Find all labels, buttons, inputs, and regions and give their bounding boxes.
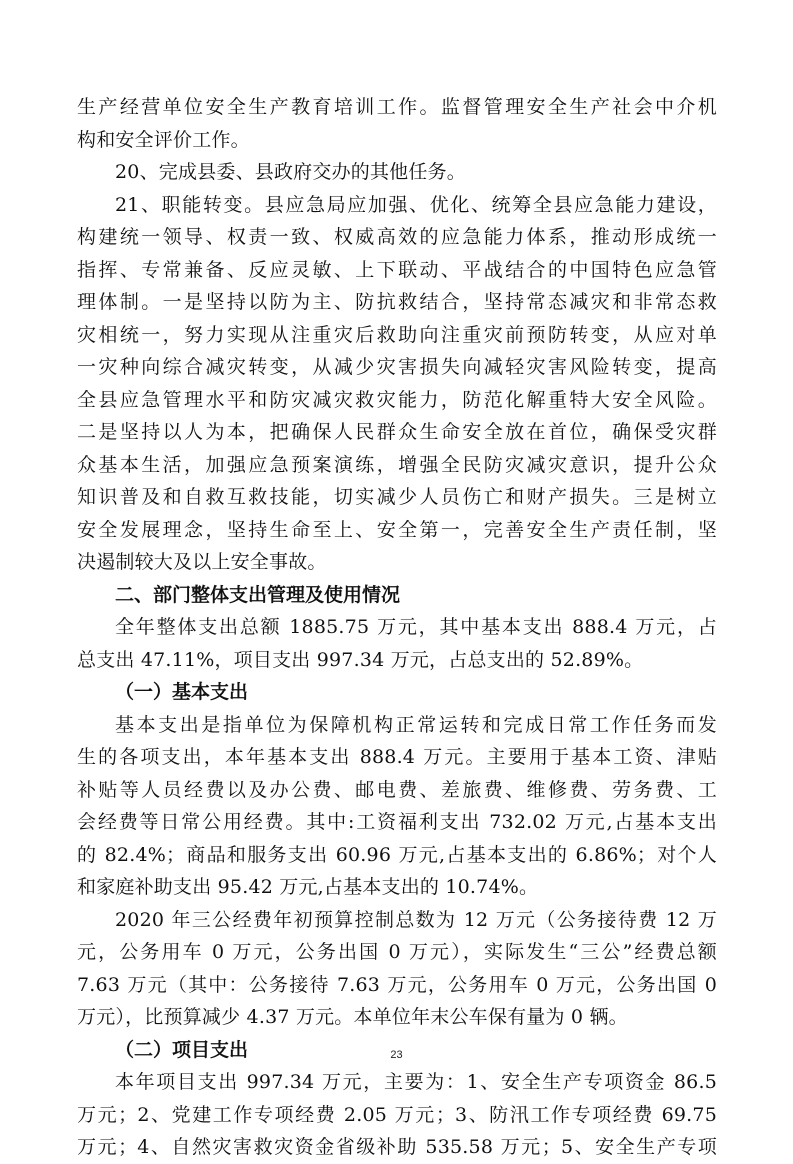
text-line: 的 82.4%；商品和服务支出 60.96 万元,占基本支出的 6.86%；对个人 [77,843,717,866]
text-line: 众基本生活，加强应急预案演练，增强全民防灾减灾意识，提升公众 [77,453,717,476]
section-heading: 二、部门整体支出管理及使用情况 [115,583,401,606]
page-number: 23 [390,1049,403,1061]
text-line: 构和安全评价工作。 [77,128,250,151]
text-line: 总支出 47.11%，项目支出 997.34 万元，占总支出的 52.89%。 [77,648,644,671]
text-line: 20、完成县委、县政府交办的其他任务。 [115,161,466,183]
text-line: 全县应急管理水平和防灾减灾救灾能力，防范化解重特大安全风险。 [77,388,717,411]
text-line: 指挥、专常兼备、反应灵敏、上下联动、平战结合的中国特色应急管 [77,258,717,281]
text-line: 灾相统一，努力实现从注重灾后救助向注重灾前预防转变，从应对单 [77,323,717,346]
text-line: 决遏制较大及以上安全事故。 [77,551,327,573]
text-line: 元，公务用车 0 万元，公务出国 0 万元），实际发生“三公”经费总额 [77,941,717,963]
text-line: 本年项目支出 997.34 万元，主要为：1、安全生产专项资金 86.5 [115,1071,717,1093]
text-line: 和家庭补助支出 95.42 万元,占基本支出的 10.74%。 [77,876,539,898]
text-line: 安全发展理念，坚持生命至上、安全第一，完善安全生产责任制，坚 [77,518,717,541]
text-line: 万元；2、党建工作专项经费 2.05 万元；3、防汛工作专项经费 69.75 [77,1103,717,1126]
subsection-heading: （二）项目支出 [115,1038,249,1061]
text-line: 2020 年三公经费年初预算控制总数为 12 万元（公务接待费 12 万 [115,908,717,931]
text-line: 基本支出是指单位为保障机构正常运转和完成日常工作任务而发 [115,713,717,736]
text-line: 补贴等人员经费以及办公费、邮电费、差旅费、维修费、劳务费、工 [77,778,717,801]
text-line: 知识普及和自救互救技能，切实减少人员伤亡和财产损失。三是树立 [77,486,717,508]
text-line: 7.63 万元（其中：公务接待 7.63 万元，公务用车 0 万元，公务出国 0 [77,973,717,996]
body-text [77,91,717,1164]
text-line: 一灾种向综合减灾转变，从减少灾害损失向减轻灾害风险转变，提高 [77,356,717,378]
subsection-heading: （一）基本支出 [115,681,249,703]
text-line: 全年整体支出总额 1885.75 万元，其中基本支出 888.4 万元，占 [115,616,717,638]
text-line: 万元），比预算减少 4.37 万元。本单位年末公车保有量为 0 辆。 [77,1006,628,1028]
text-line: 构建统一领导、权责一致、权威高效的应急能力体系，推动形成统一 [77,226,717,248]
text-line: 万元；4、自然灾害救灾资金省级补助 535.58 万元；5、安全生产专项 [77,1136,717,1158]
text-line: 二是坚持以人为本，把确保人民群众生命安全放在首位，确保受灾群 [77,421,717,443]
text-line: 生的各项支出，本年基本支出 888.4 万元。主要用于基本工资、津贴 [77,746,717,768]
text-line: 会经费等日常公用经费。其中:工资福利支出 732.02 万元,占基本支出 [77,811,717,833]
text-line: 理体制。一是坚持以防为主、防抗救结合，坚持常态减灾和非常态救 [77,291,717,313]
text-line: 21、职能转变。县应急局应加强、优化、统筹全县应急能力建设， [115,193,717,216]
text-line: 生产经营单位安全生产教育培训工作。监督管理安全生产社会中介机 [77,96,717,118]
